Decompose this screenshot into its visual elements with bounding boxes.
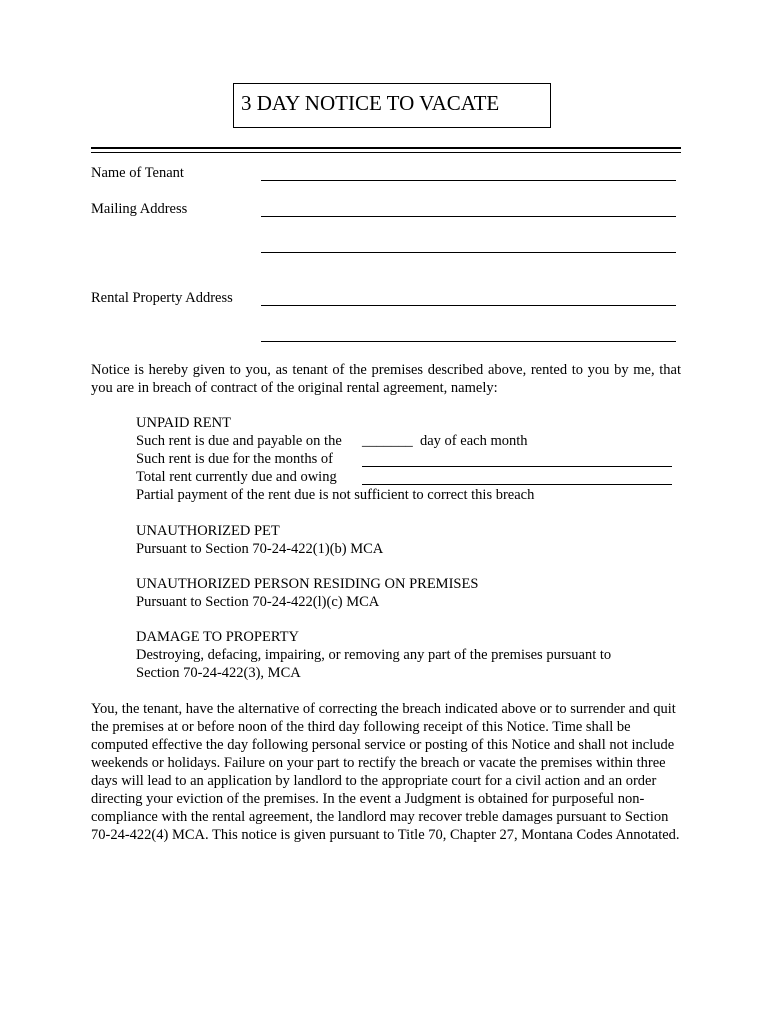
rent-total-label: Total rent currently due and owing <box>136 469 337 485</box>
damage-heading: DAMAGE TO PROPERTY <box>136 629 299 645</box>
rent-due-suffix: day of each month <box>420 433 528 449</box>
rent-due-day-blank[interactable]: _______ <box>362 433 413 449</box>
rent-due-label: Such rent is due and payable on the <box>136 433 342 449</box>
unpaid-rent-heading: UNPAID RENT <box>136 415 231 431</box>
notice-intro: Notice is hereby given to you, as tenant of the premises described above, rented to you by me, that you are in breach of contract of the original rental agreement, namely: <box>91 362 681 396</box>
title-box <box>233 83 551 128</box>
tenant-name-line[interactable] <box>261 180 676 181</box>
header-rule-thin <box>91 152 681 153</box>
tenant-name-label: Name of Tenant <box>91 165 184 181</box>
unauthorized-person-text: Pursuant to Section 70-24-422(l)(c) MCA <box>136 594 380 610</box>
rental-property-address-line-2[interactable] <box>261 341 676 342</box>
damage-line-2: Section 70-24-422(3), MCA <box>136 665 301 681</box>
damage-line-1: Destroying, defacing, impairing, or removing any part of the premises pursuant to <box>136 647 612 663</box>
mailing-address-line-1[interactable] <box>261 216 676 217</box>
unauthorized-person-heading: UNAUTHORIZED PERSON RESIDING ON PREMISES <box>136 576 479 592</box>
partial-payment-note: Partial payment of the rent due is not sufficient to correct this breach <box>136 487 535 503</box>
final-paragraph: You, the tenant, have the alternative of correcting the breach indicated above or to surrender and quit the premises at or before noon of the third day following receipt of this Notice. Time shall be computed effective the day following personal service or posting of this Notice and shall not include weekends or holidays. Failure on your part to rectify the breach or vacate the premises within three days will lead to an application by landlord to the appropriate court for a civil action and an order directing your eviction of the premises. In the event a Judgment is obtained for purposeful non-compliance with the rental agreement, the landlord may recover treble damages pursuant to Section 70-24-422(4) MCA. This notice is given pursuant to Title 70, Chapter 27, Montana Codes Annotated. <box>91 701 680 843</box>
unauthorized-pet-text: Pursuant to Section 70-24-422(1)(b) MCA <box>136 541 384 557</box>
rental-property-address-line-1[interactable] <box>261 305 676 306</box>
document-title: 3 DAY NOTICE TO VACATE <box>241 91 500 115</box>
mailing-address-line-2[interactable] <box>261 252 676 253</box>
unauthorized-pet-heading: UNAUTHORIZED PET <box>136 523 280 539</box>
rent-total-line[interactable] <box>362 484 672 485</box>
mailing-address-label: Mailing Address <box>91 201 188 217</box>
rent-months-label: Such rent is due for the months of <box>136 451 333 467</box>
rent-months-line[interactable] <box>362 466 672 467</box>
header-rule-thick <box>91 147 681 149</box>
rental-property-address-label: Rental Property Address <box>91 290 233 306</box>
